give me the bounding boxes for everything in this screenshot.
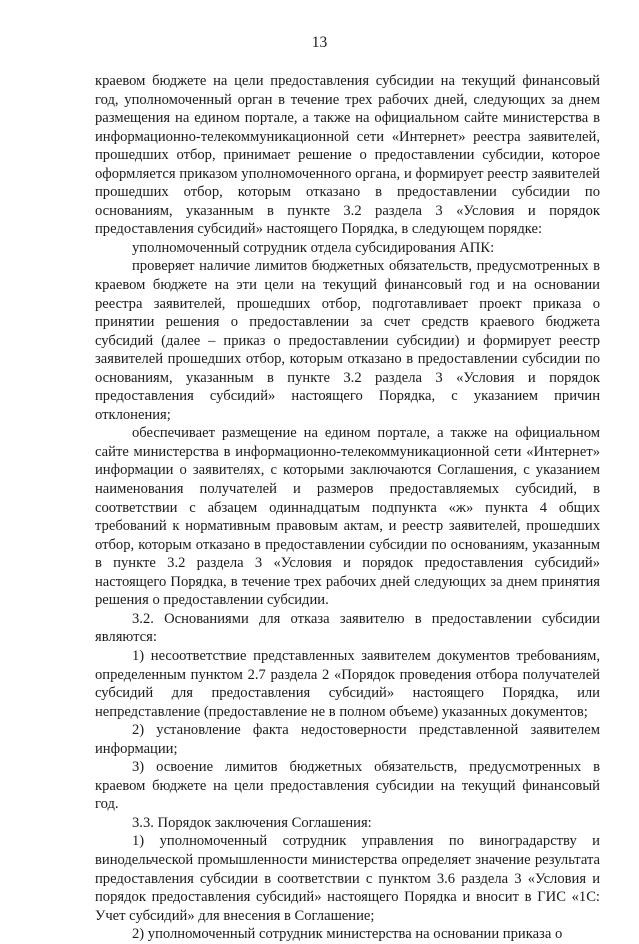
paragraph-agreement-step-2: 2) уполномоченный сотрудник министерства на основании приказа о — [132, 926, 563, 943]
paragraph-reason-1: 1) несоответствие представленных заявителем документов требованиям, определенным пунктом 2.7 раздела 2 «Порядок проведения отбора получателей субсидий для предоставления субсидий» настоящего Порядка, или непредставление (предоставление не в полном объеме) указанных документов; — [95, 647, 600, 720]
page-number: 13 — [311, 34, 328, 51]
paragraph-budget-decision: краевом бюджете на цели предоставления субсидии на текущий финансовый год, уполномоченный орган в течение трех рабочих дней, следующих за днем размещения на едином портале, а также на официальном сайте министерства в информационно-телекоммуникационной сети «Интернет» реестра заявителей, прошедших отбор, принимает решение о предоставлении субсидии, которое оформляется приказом уполномоченного органа, и формирует реестр заявителей прошедших отбор, которым отказано в предоставлении субсидии по основаниям, указанным в пункте 3.2 раздела 3 «Условия и порядок предоставления субсидий» настоящего Порядка, в следующем порядке: — [95, 73, 600, 238]
paragraph-section-3-2: 3.2. Основаниями для отказа заявителю в предоставлении субсидии являются: — [95, 610, 600, 646]
paragraph-reason-3: 3) освоение лимитов бюджетных обязательств, предусмотренных в краевом бюджете на цели предоставления субсидии на текущий финансовый год. — [95, 759, 600, 813]
paragraph-checks-limits: проверяет наличие лимитов бюджетных обязательств, предусмотренных в краевом бюджете на эти цели на текущий финансовый год и на основании реестра заявителей, прошедших отбор, подготавливает проект приказа о принятии решения о предоставлении за счет средств краевого бюджета субсидий (далее – приказ о предоставлении субсидии) и формирует реестр заявителей прошедших отбор, которым отказано в предоставлении субсидии по основаниям, указанным в пункте 3.2 раздела 3 «Условия и порядок предоставления субсидий» настоящего Порядка, с указанием причин отклонения; — [95, 258, 600, 423]
paragraph-section-3-3: 3.3. Порядок заключения Соглашения: — [132, 814, 372, 831]
paragraph-reason-2: 2) установление факта недостоверности представленной заявителем информации; — [95, 722, 600, 757]
paragraph-agreement-step-1: 1) уполномоченный сотрудник управления по виноградарству и винодельческой промышленности министерства определяет значение результата предоставления субсидии в соответствии с пунктом 3.6 раздела 3 «Условия и порядок предоставления субсидий» настоящего Порядка и вносит в ГИС «1С: Учет субсидий» для внесения в Соглашение; — [95, 833, 600, 924]
document-body — [95, 72, 600, 944]
paragraph-apk-officer: уполномоченный сотрудник отдела субсидирования АПК: — [132, 239, 495, 256]
paragraph-publication: обеспечивает размещение на едином портале, а также на официальном сайте министерства в информационно-телекоммуникационной сети «Интернет» информации о заявителях, с которыми заключаются Соглашения, с указанием наименования получателей и размеров предоставляемых субсидий, в соответствии с абзацем одиннадцатым подпункта «ж» пункта 4 общих требований к нормативным правовым актам, и реестр заявителей, прошедших отбор, которым отказано в предоставлении субсидии по основаниям, указанным в пункте 3.2 раздела 3 «Условия и порядок предоставления субсидий» настоящего Порядка, в течение трех рабочих дней следующих за днем принятия решения о предоставлении субсидии. — [95, 425, 600, 609]
